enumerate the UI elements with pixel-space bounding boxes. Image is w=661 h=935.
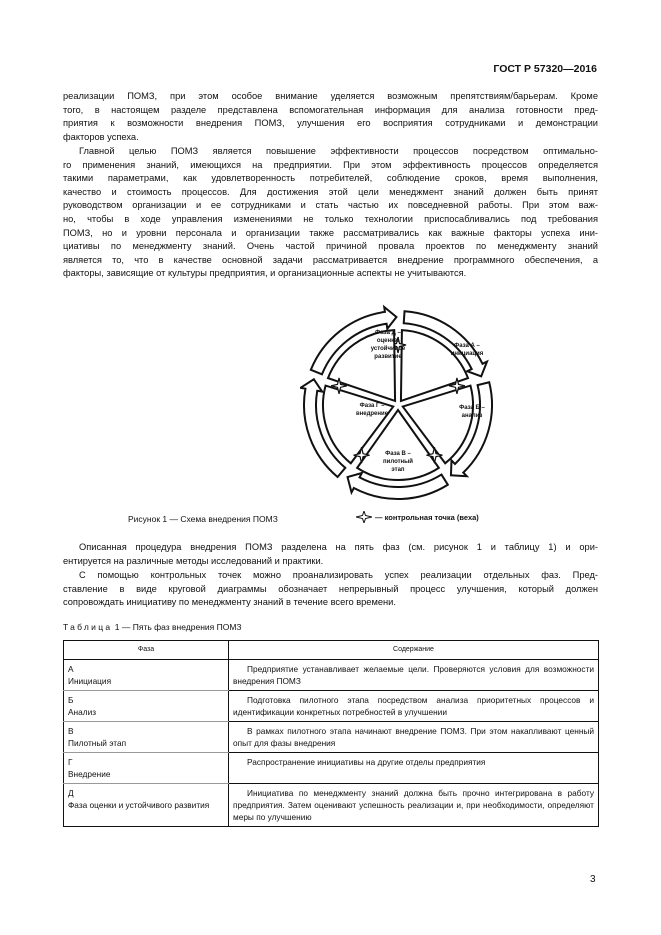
table-caption: Таблица 1 — Пять фаз внедрения ПОМЗ [63, 622, 242, 632]
figure-caption: Рисунок 1 — Схема внедрения ПОМЗ [128, 514, 278, 524]
phase-label-d: Фаза Д – оценка/ устойчивое развитие [370, 330, 406, 360]
phase-label-b: Фаза Б – анализ [459, 405, 485, 419]
text-line: такими параметрами, как удовлетворенность потребителей, соблюдение сроков, время выполнения, [63, 173, 598, 184]
phase-letter: Д [68, 788, 74, 798]
text-line: приятия к возможности внедрения ПОМЗ, улучшения его восприятия сотрудниками и демонстрации [63, 118, 598, 129]
text-line: является то, что в качестве основной задачи рассматривается внедрение программного обеспечения, а [63, 254, 598, 265]
legend-text: — контрольная точка (веха) [375, 512, 479, 522]
text-line: С помощью контрольных точек можно проанализировать успех реализации отдельных фаз. Пред- [79, 570, 598, 580]
text-line: реализации ПОМЗ, при этом особое внимание уделяется возможным препятствиям/барьерам. Кроме [63, 91, 598, 101]
table-header-row [64, 641, 599, 660]
phases-table [63, 640, 599, 827]
text-line: ПОМЗ, но и уровни персонала и организации также рассматривались как важные факторы успеха ини- [63, 227, 598, 238]
text-line: сопровождать инициативу по менеджменту знаний в течение всего времени. [63, 597, 396, 608]
table-row [64, 722, 599, 753]
table-row [64, 784, 599, 827]
content-text: Предприятие устанавливает желаемые цели. Проверяются условия для возможности внедрения ПОМЗ [233, 664, 594, 686]
phase-label-g: Фаза Г – внедрение [355, 403, 389, 417]
text-line: факторов успеха. [63, 131, 139, 142]
header-phase: Фаза [64, 641, 229, 660]
phase-name: Фаза оценки и устойчивого развития [68, 800, 210, 810]
paragraph-procedure [63, 541, 598, 568]
phase-letter: В [68, 726, 74, 736]
phase-letter: Б [68, 695, 74, 705]
phase-name: Анализ [68, 707, 97, 717]
content-text: Инициатива по менеджменту знаний должна быть прочно интегрирована в работу предприятия. Затем оценивают успешность реализации и, при необходимости, определяют меры по улучшению [233, 788, 594, 822]
phase-cell [64, 722, 229, 753]
content-cell [229, 660, 599, 691]
content-cell [229, 784, 599, 827]
phase-cell [64, 753, 229, 784]
header-content: Содержание [229, 641, 599, 660]
standard-number: ГОСТ Р 57320—2016 [493, 63, 597, 75]
text-line: факторы, зависящие от культуры предприятия, и организационные аспекты не учитываются. [63, 268, 467, 279]
phase-cell [64, 784, 229, 827]
text-line: руководством организации и ее сотрудниками и стать частью их повседневной работы. При этом важ- [63, 200, 598, 211]
phase-cell [64, 660, 229, 691]
table-row [64, 660, 599, 691]
phase-label-v: Фаза В – пилотный этап [383, 451, 413, 473]
text-line: Главной целью ПОМЗ является повышение эффективности процессов посредством оптимально- [79, 146, 598, 156]
phase-name: Пилотный этап [68, 738, 127, 748]
table-row [64, 691, 599, 722]
phase-name: Инициация [68, 676, 112, 686]
checkpoint-star-icon [356, 511, 372, 523]
phase-letter: Г [68, 757, 73, 767]
content-cell [229, 691, 599, 722]
text-line: циативы по менеджменту знаний. Очень частой причиной провала проектов по менеджменту знаний [63, 241, 598, 252]
phase-cycle-diagram [300, 290, 530, 530]
content-text: Подготовка пилотного этапа посредством анализа приоритетных процессов и идентификации конкретных потребностей в улучшении [233, 695, 594, 717]
phase-letter: А [68, 664, 74, 674]
paragraph-main-goal [63, 145, 598, 281]
phase-name: Внедрение [68, 769, 111, 779]
table-row [64, 753, 599, 784]
paragraph-intro [63, 90, 598, 144]
text-line: го применения знаний, имеющихся на предприятии. При этом эффективность процессов определяется [63, 159, 598, 170]
text-line: того, в настоящем разделе представлена вспомогательная информация для анализа готовности пред- [63, 104, 598, 115]
phase-cell [64, 691, 229, 722]
content-text: Распространение инициативы на другие отделы предприятия [247, 757, 486, 767]
text-line: качество и стоимость процессов. Для достижения этой цели менеджмент знаний должен быть принят [63, 186, 598, 197]
text-line: ставление в виде круговой диаграммы обозначает непрерывный процесс улучшения, который должен [63, 583, 598, 594]
content-cell [229, 722, 599, 753]
text-line: Описанная процедура внедрения ПОМЗ разделена на пять фаз (см. рисунок 1 и таблицу 1) и ори- [79, 542, 598, 552]
text-line: но, чтобы в ходе управления изменениями не только технологии приспосабливались под требования [63, 213, 598, 224]
content-text: В рамках пилотного этапа начинают внедрение ПОМЗ. При этом накапливают ценный опыт для фазы внедрения [233, 726, 594, 748]
content-cell [229, 753, 599, 784]
text-line: ентируется на различные методы исследований и практики. [63, 555, 324, 566]
phase-label-a: Фаза А – инициация [450, 343, 484, 357]
page-number: 3 [590, 874, 596, 885]
paragraph-checkpoints [63, 569, 598, 610]
figure-legend [356, 511, 479, 523]
